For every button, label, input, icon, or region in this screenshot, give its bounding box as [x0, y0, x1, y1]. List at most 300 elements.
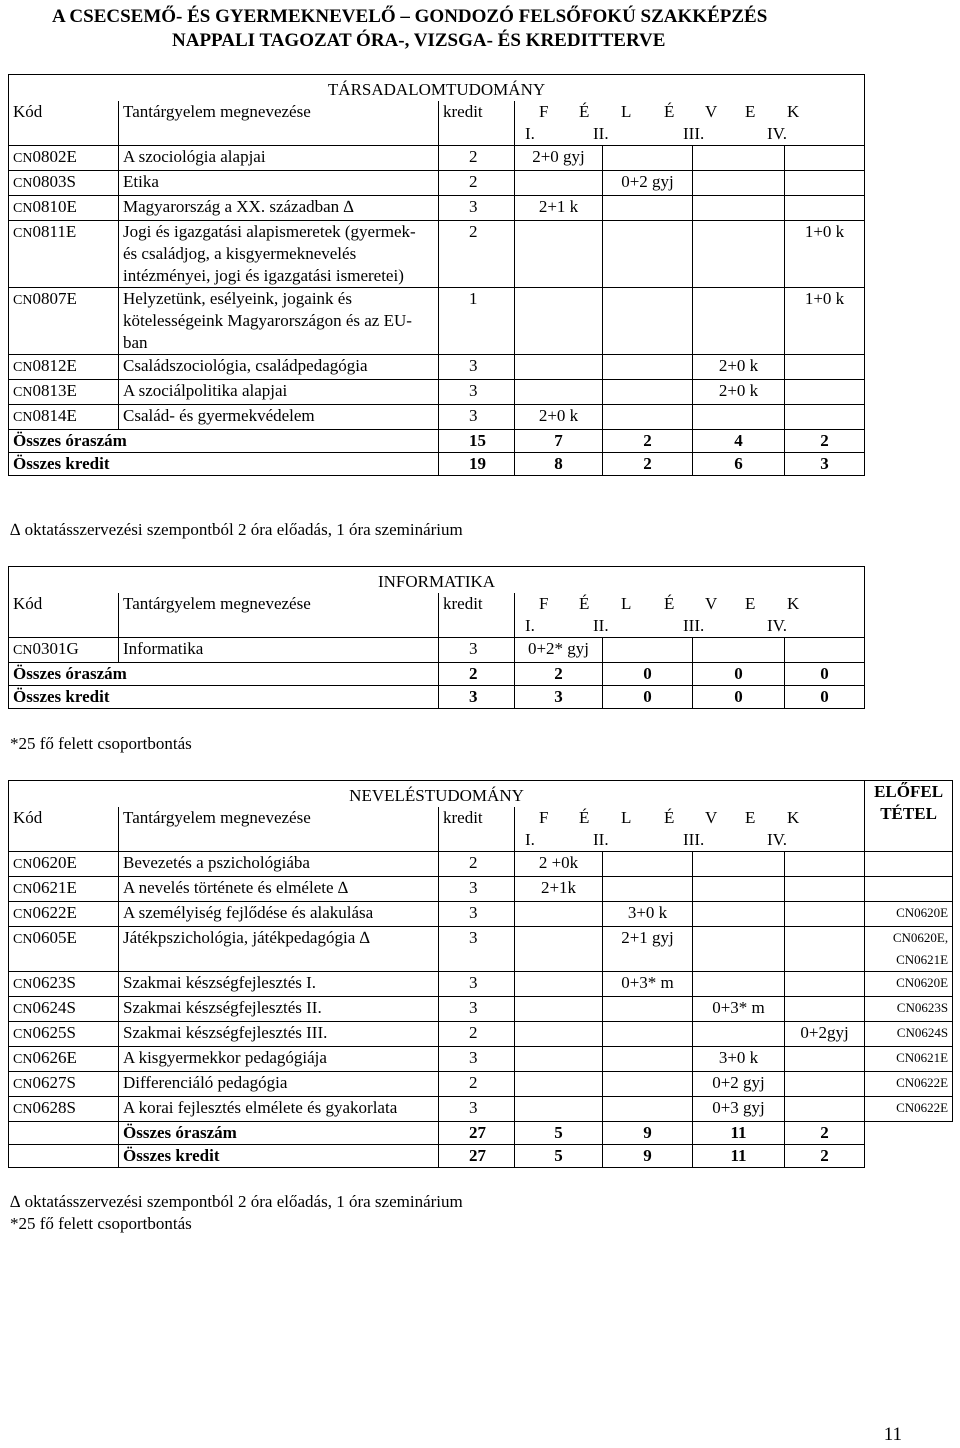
total-sem2: 0 [603, 663, 693, 686]
total-sem2: 9 [603, 1122, 693, 1145]
col-header-kod: Kód [9, 593, 119, 638]
course-sem2 [603, 196, 693, 221]
course-sem1 [515, 1097, 603, 1122]
semester-labels-row [515, 829, 864, 851]
total-kredit: 3 [439, 686, 515, 709]
total-kredit: 2 [439, 663, 515, 686]
course-row [9, 902, 953, 927]
course-sem2 [603, 852, 693, 877]
course-code-prefix: CN [13, 1027, 33, 1042]
course-code [9, 355, 119, 380]
course-name: Magyarország a XX. században ∆ [119, 196, 439, 221]
course-code-prefix: CN [13, 882, 33, 897]
tarsadalomtudomany-table [8, 74, 865, 476]
course-sem2 [603, 288, 693, 355]
course-prerequisite: CN0622E [865, 1097, 953, 1122]
course-code-prefix: CN [13, 360, 33, 375]
course-row [9, 288, 865, 355]
course-sem4 [785, 1097, 865, 1122]
felev-letter: K [787, 594, 800, 613]
course-kredit: 2 [439, 1022, 515, 1047]
course-kredit: 3 [439, 638, 515, 663]
prerequisite-header-line1: ELŐFEL [874, 782, 944, 801]
course-sem1 [515, 288, 603, 355]
nevelestudomany-table [8, 780, 953, 1168]
felev-letter: É [664, 594, 675, 613]
course-code [9, 1047, 119, 1072]
course-sem3 [693, 927, 785, 972]
felev-letters-row [515, 101, 864, 123]
course-code [9, 1097, 119, 1122]
course-sem3 [693, 638, 785, 663]
course-code-prefix: CN [13, 1102, 33, 1117]
course-code [9, 852, 119, 877]
course-kredit: 3 [439, 405, 515, 430]
course-kredit: 3 [439, 1097, 515, 1122]
course-sem3 [693, 1022, 785, 1047]
course-sem2 [603, 877, 693, 902]
semester-label: I. [525, 830, 535, 849]
course-row [9, 927, 953, 972]
course-name: Szakmai készségfejlesztés I. [119, 972, 439, 997]
course-sem2 [603, 221, 693, 288]
neveles-note-delta: ∆ oktatásszervezési szempontból 2 óra előadás, 1 óra szeminárium [10, 1192, 463, 1211]
total-sem1: 5 [515, 1122, 603, 1145]
section-title: NEVELÉSTUDOMÁNY [9, 781, 865, 808]
semester-label: III. [683, 830, 705, 849]
course-sem3 [693, 146, 785, 171]
semester-label: II. [593, 124, 609, 143]
course-code [9, 927, 119, 972]
course-code-number: 0621E [32, 878, 77, 897]
total-sem3: 0 [693, 663, 785, 686]
total-label: Összes óraszám [119, 1122, 439, 1145]
felev-letter: V [705, 594, 718, 613]
felev-letter: L [621, 102, 632, 121]
course-row [9, 221, 865, 288]
course-kredit: 3 [439, 877, 515, 902]
course-kredit: 3 [439, 196, 515, 221]
course-code [9, 405, 119, 430]
course-sem1 [515, 380, 603, 405]
course-sem1 [515, 1022, 603, 1047]
course-code [9, 221, 119, 288]
felev-letter: V [705, 102, 718, 121]
course-kredit: 3 [439, 927, 515, 972]
course-code-prefix: CN [13, 201, 33, 216]
course-code-number: 0628S [32, 1098, 76, 1117]
course-sem1: 2+1k [515, 877, 603, 902]
course-kredit: 3 [439, 380, 515, 405]
course-sem2 [603, 405, 693, 430]
felev-letter: E [745, 808, 756, 827]
total-kredit: 19 [439, 453, 515, 476]
total-kredit: 27 [439, 1122, 515, 1145]
course-code-number: 0814E [32, 406, 77, 425]
course-name: Helyzetünk, esélyeink, jogaink és kötelességeink Magyarországon és az EU-ban [119, 288, 439, 355]
total-label: Összes kredit [119, 1145, 439, 1168]
course-sem4 [785, 1072, 865, 1097]
col-header-kod: Kód [9, 101, 119, 146]
course-kredit: 1 [439, 288, 515, 355]
column-header-row [9, 807, 953, 852]
course-code [9, 171, 119, 196]
total-sem4: 3 [785, 453, 865, 476]
course-name: Szakmai készségfejlesztés II. [119, 997, 439, 1022]
course-code-prefix: CN [13, 643, 33, 658]
course-code [9, 902, 119, 927]
course-sem4 [785, 638, 865, 663]
document-title-line1: A CSECSEMŐ- ÉS GYERMEKNEVELŐ – GONDOZÓ FELSŐFOKÚ SZAKKÉPZÉS [52, 6, 768, 27]
course-code-number: 0803S [32, 172, 76, 191]
total-req-spacer [865, 1145, 953, 1168]
felev-letter: K [787, 808, 800, 827]
course-prerequisite [865, 877, 953, 902]
course-sem4 [785, 972, 865, 997]
course-sem3: 2+0 k [693, 380, 785, 405]
course-code-number: 0301G [32, 639, 79, 658]
felev-letters-row [515, 807, 864, 829]
course-code-number: 0811E [32, 222, 77, 241]
course-code-number: 0626E [32, 1048, 77, 1067]
course-name: A szociológia alapjai [119, 146, 439, 171]
felev-letter: E [745, 102, 756, 121]
course-name: A személyiség fejlődése és alakulása [119, 902, 439, 927]
course-code-prefix: CN [13, 226, 33, 241]
total-sem1: 2 [515, 663, 603, 686]
course-code-number: 0627S [32, 1073, 76, 1092]
felev-letter: V [705, 808, 718, 827]
course-sem1: 2 +0k [515, 852, 603, 877]
course-prerequisite: CN0620E [865, 902, 953, 927]
semester-label: IV. [767, 830, 787, 849]
total-label: Összes kredit [9, 686, 439, 709]
course-sem4 [785, 1047, 865, 1072]
course-code-number: 0623S [32, 973, 76, 992]
total-label: Összes óraszám [9, 663, 439, 686]
course-sem2: 3+0 k [603, 902, 693, 927]
course-sem2 [603, 1097, 693, 1122]
course-sem4 [785, 927, 865, 972]
course-sem4: 0+2gyj [785, 1022, 865, 1047]
semester-label: II. [593, 616, 609, 635]
course-row [9, 638, 865, 663]
course-code-number: 0622E [32, 903, 77, 922]
semester-label: IV. [767, 616, 787, 635]
total-sem4: 2 [785, 1145, 865, 1168]
course-name: Differenciáló pedagógia [119, 1072, 439, 1097]
total-spacer [9, 1122, 119, 1145]
page-number: 11 [883, 1424, 902, 1445]
total-sem3: 6 [693, 453, 785, 476]
course-sem3 [693, 405, 785, 430]
total-hours-row [9, 1122, 953, 1145]
felev-letter: É [664, 102, 675, 121]
col-header-semesters [515, 593, 865, 638]
course-code-prefix: CN [13, 176, 33, 191]
document-title-line2: NAPPALI TAGOZAT ÓRA-, VIZSGA- ÉS KREDITTERVE [172, 30, 666, 51]
total-sem1: 8 [515, 453, 603, 476]
neveles-note-group: *25 fő felett csoportbontás [10, 1214, 192, 1233]
semester-labels-row [515, 123, 864, 145]
felev-letter: É [579, 808, 590, 827]
semester-label: I. [525, 616, 535, 635]
course-code [9, 877, 119, 902]
course-code-prefix: CN [13, 977, 33, 992]
col-header-semesters [515, 101, 865, 146]
course-sem1 [515, 355, 603, 380]
course-sem1 [515, 997, 603, 1022]
course-row [9, 171, 865, 196]
col-header-kredit: kredit [439, 101, 515, 146]
course-sem3 [693, 221, 785, 288]
course-name: Bevezetés a pszichológiába [119, 852, 439, 877]
course-code-number: 0624S [32, 998, 76, 1017]
felev-letter: É [579, 102, 590, 121]
course-sem4 [785, 997, 865, 1022]
total-sem4: 0 [785, 686, 865, 709]
total-credit-row [9, 686, 865, 709]
course-sem4 [785, 380, 865, 405]
course-name: A kisgyermekkor pedagógiája [119, 1047, 439, 1072]
course-name: Család- és gyermekvédelem [119, 405, 439, 430]
course-sem1: 0+2* gyj [515, 638, 603, 663]
total-credit-row [9, 453, 865, 476]
course-sem4 [785, 877, 865, 902]
course-row [9, 1022, 953, 1047]
felev-letter: F [539, 102, 549, 121]
col-header-semesters [515, 807, 865, 852]
course-code-number: 0813E [32, 381, 77, 400]
col-header-kredit: kredit [439, 807, 515, 852]
course-sem2: 0+3* m [603, 972, 693, 997]
course-row [9, 196, 865, 221]
course-sem4 [785, 196, 865, 221]
course-code-number: 0625S [32, 1023, 76, 1042]
course-sem3 [693, 196, 785, 221]
course-sem3 [693, 288, 785, 355]
course-sem2: 2+1 gyj [603, 927, 693, 972]
course-code-prefix: CN [13, 857, 33, 872]
course-row [9, 1097, 953, 1122]
course-prerequisite: CN0621E [865, 1047, 953, 1072]
course-sem1 [515, 972, 603, 997]
total-req-spacer [865, 1122, 953, 1145]
course-sem4 [785, 852, 865, 877]
course-sem3: 3+0 k [693, 1047, 785, 1072]
course-sem1 [515, 902, 603, 927]
course-prerequisite: CN0620E, CN0621E [865, 927, 953, 972]
col-header-name: Tantárgyelem megnevezése [119, 101, 439, 146]
course-sem2 [603, 1047, 693, 1072]
course-sem4: 1+0 k [785, 288, 865, 355]
course-kredit: 2 [439, 1072, 515, 1097]
course-sem2 [603, 1072, 693, 1097]
total-sem1: 7 [515, 430, 603, 453]
course-sem1: 2+0 k [515, 405, 603, 430]
semester-label: II. [593, 830, 609, 849]
felev-letter: L [621, 808, 632, 827]
course-kredit: 3 [439, 355, 515, 380]
col-header-kod: Kód [9, 807, 119, 852]
course-row [9, 972, 953, 997]
course-sem4 [785, 902, 865, 927]
total-sem3: 11 [693, 1122, 785, 1145]
total-hours-row [9, 430, 865, 453]
section-title-row [9, 781, 953, 808]
felev-letter: É [664, 808, 675, 827]
course-sem2 [603, 638, 693, 663]
felev-letter: K [787, 102, 800, 121]
course-sem1 [515, 171, 603, 196]
total-sem3: 0 [693, 686, 785, 709]
total-spacer [9, 1145, 119, 1168]
prerequisite-header-line2: TÉTEL [880, 804, 937, 823]
section-title: TÁRSADALOMTUDOMÁNY [9, 75, 865, 102]
course-sem1 [515, 221, 603, 288]
course-code [9, 196, 119, 221]
course-name: A nevelés története és elmélete ∆ [119, 877, 439, 902]
course-name: Családszociológia, családpedagógia [119, 355, 439, 380]
total-sem4: 0 [785, 663, 865, 686]
course-name: A szociálpolitika alapjai [119, 380, 439, 405]
course-sem2 [603, 997, 693, 1022]
course-sem2 [603, 380, 693, 405]
course-code-prefix: CN [13, 385, 33, 400]
felev-letter: L [621, 594, 632, 613]
course-name: Szakmai készségfejlesztés III. [119, 1022, 439, 1047]
course-code-prefix: CN [13, 1002, 33, 1017]
total-sem1: 3 [515, 686, 603, 709]
semester-label: I. [525, 124, 535, 143]
total-kredit: 27 [439, 1145, 515, 1168]
course-code [9, 1022, 119, 1047]
course-row [9, 997, 953, 1022]
course-kredit: 3 [439, 997, 515, 1022]
course-sem2 [603, 1022, 693, 1047]
course-row [9, 146, 865, 171]
course-sem3 [693, 972, 785, 997]
course-name: Informatika [119, 638, 439, 663]
section-title-row [9, 75, 865, 102]
course-code-prefix: CN [13, 1077, 33, 1092]
course-kredit: 2 [439, 221, 515, 288]
felev-letter: F [539, 594, 549, 613]
semester-label: IV. [767, 124, 787, 143]
total-sem2: 0 [603, 686, 693, 709]
course-sem1: 2+1 k [515, 196, 603, 221]
course-sem2 [603, 355, 693, 380]
course-prerequisite: CN0623S [865, 997, 953, 1022]
course-kredit: 2 [439, 146, 515, 171]
course-code-number: 0620E [32, 853, 77, 872]
course-kredit: 3 [439, 1047, 515, 1072]
course-sem2 [603, 146, 693, 171]
course-sem4 [785, 171, 865, 196]
course-sem4 [785, 355, 865, 380]
course-code-prefix: CN [13, 932, 33, 947]
course-code [9, 146, 119, 171]
total-sem3: 4 [693, 430, 785, 453]
course-code [9, 288, 119, 355]
course-code [9, 638, 119, 663]
course-code [9, 1072, 119, 1097]
course-kredit: 3 [439, 902, 515, 927]
total-sem3: 11 [693, 1145, 785, 1168]
course-code-number: 0810E [32, 197, 77, 216]
semester-label: III. [683, 124, 705, 143]
tarsadalom-note: ∆ oktatásszervezési szempontból 2 óra előadás, 1 óra szeminárium [10, 520, 463, 539]
course-sem3 [693, 852, 785, 877]
course-code [9, 972, 119, 997]
total-sem4: 2 [785, 430, 865, 453]
course-code-number: 0605E [32, 928, 77, 947]
semester-label: III. [683, 616, 705, 635]
course-row [9, 877, 953, 902]
course-sem4 [785, 146, 865, 171]
col-header-name: Tantárgyelem megnevezése [119, 807, 439, 852]
course-code-prefix: CN [13, 907, 33, 922]
total-sem4: 2 [785, 1122, 865, 1145]
course-sem3: 0+3* m [693, 997, 785, 1022]
course-sem1 [515, 1072, 603, 1097]
course-kredit: 3 [439, 972, 515, 997]
course-code-number: 0807E [32, 289, 77, 308]
course-name: A korai fejlesztés elmélete és gyakorlata [119, 1097, 439, 1122]
course-code [9, 997, 119, 1022]
section-title: INFORMATIKA [9, 567, 865, 594]
course-sem3 [693, 171, 785, 196]
column-header-row [9, 593, 865, 638]
course-sem2: 0+2 gyj [603, 171, 693, 196]
course-prerequisite: CN0620E [865, 972, 953, 997]
course-kredit: 2 [439, 171, 515, 196]
course-row [9, 1047, 953, 1072]
total-hours-row [9, 663, 865, 686]
col-header-name: Tantárgyelem megnevezése [119, 593, 439, 638]
course-name: Jogi és igazgatási alapismeretek (gyermek- és családjog, a kisgyermeknevelés intézményei, jogi és igazgatási ismeretei) [119, 221, 439, 288]
course-name: Játékpszichológia, játékpedagógia ∆ [119, 927, 439, 972]
total-sem1: 5 [515, 1145, 603, 1168]
prerequisite-header [865, 781, 953, 852]
course-sem3 [693, 877, 785, 902]
course-prerequisite: CN0624S [865, 1022, 953, 1047]
total-label: Összes kredit [9, 453, 439, 476]
course-sem3: 2+0 k [693, 355, 785, 380]
course-row [9, 380, 865, 405]
course-code-number: 0812E [32, 356, 77, 375]
felev-letter: E [745, 594, 756, 613]
total-sem2: 9 [603, 1145, 693, 1168]
course-sem3: 0+2 gyj [693, 1072, 785, 1097]
course-row [9, 852, 953, 877]
col-header-kredit: kredit [439, 593, 515, 638]
course-prerequisite: CN0622E [865, 1072, 953, 1097]
course-sem4 [785, 405, 865, 430]
felev-letter: É [579, 594, 590, 613]
felev-letter: F [539, 808, 549, 827]
total-sem2: 2 [603, 430, 693, 453]
course-code-prefix: CN [13, 151, 33, 166]
total-kredit: 15 [439, 430, 515, 453]
course-name: Etika [119, 171, 439, 196]
course-row [9, 355, 865, 380]
total-label: Összes óraszám [9, 430, 439, 453]
course-sem1 [515, 927, 603, 972]
course-prerequisite [865, 852, 953, 877]
course-code-prefix: CN [13, 410, 33, 425]
course-sem1: 2+0 gyj [515, 146, 603, 171]
